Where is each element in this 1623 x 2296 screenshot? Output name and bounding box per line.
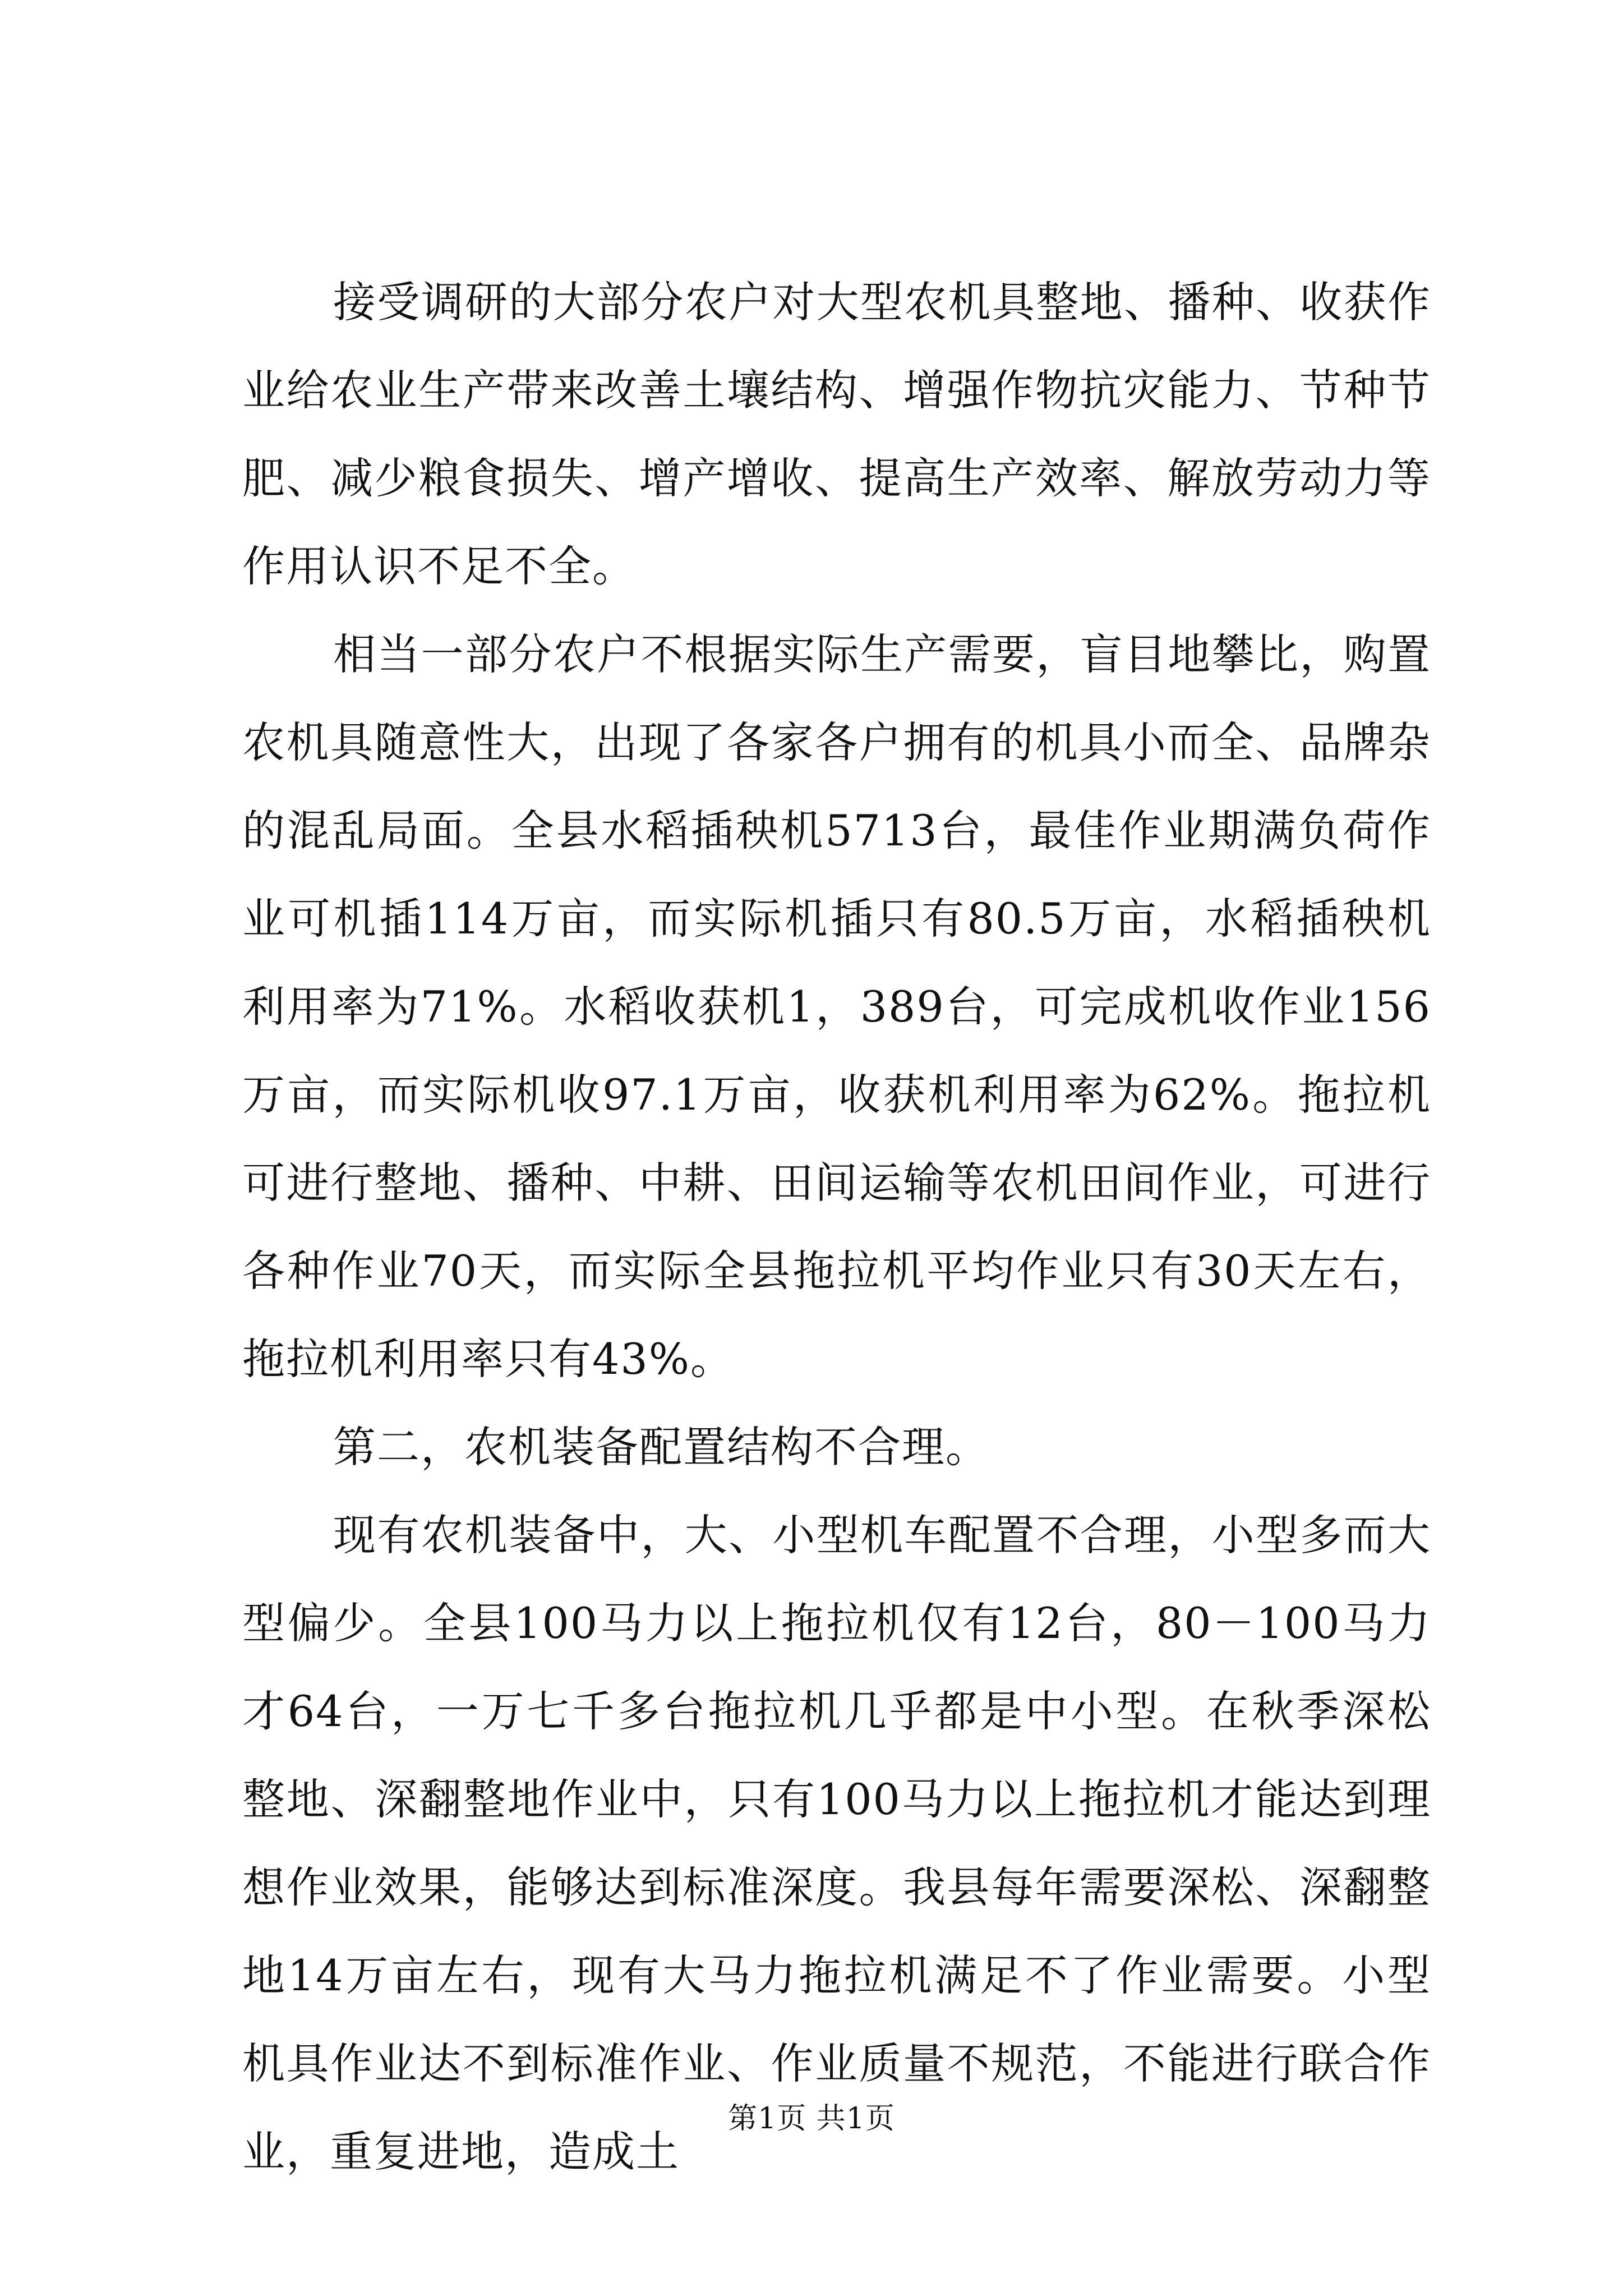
paragraph-2: 相当一部分农户不根据实际生产需要，盲目地攀比，购置农机具随意性大，出现了各家各户拥有的机具小而全、品牌杂的混乱局面。全县水稻插秧机5713台，最佳作业期满负荷作业可机插114万亩，而实际机插只有80.5万亩，水稻插秧机利用率为71%。水稻收获机1，389台，可完成机收作业156万亩，而实际机收97.1万亩，收获机利用率为62%。拖拉机可进行整地、播种、中耕、田间运输等农机田间作业，可进行各种作业70天，而实际全县拖拉机平均作业只有30天左右，拖拉机利用率只有43%。 <box>242 629 1431 1384</box>
paragraph-1: 接受调研的大部分农户对大型农机具整地、播种、收获作业给农业生产带来改善土壤结构、增强作物抗灾能力、节种节肥、减少粮食损失、增产增收、提高生产效率、解放劳动力等作用认识不足不全。 <box>242 277 1431 591</box>
page-footer: 第1页 共1页 <box>728 2102 895 2136</box>
paragraph-3-heading: 第二，农机装备配置结构不合理。 <box>333 1422 989 1472</box>
paragraph-4: 现有农机装备中，大、小型机车配置不合理，小型多而大型偏少。全县100马力以上拖拉机仅有12台，80－100马力才64台，一万七千多台拖拉机几乎都是中小型。在秋季深松整地、深翻整地作业中，只有100马力以上拖拉机才能达到理想作业效果，能够达到标准深度。我县每年需要深松、深翻整地14万亩左右，现有大马力拖拉机满足不了作业需要。小型机具作业达不到标准作业、作业质量不规范，不能进行联合作业，重复进地，造成土 <box>242 1510 1431 2177</box>
document-body <box>242 258 1431 2196</box>
